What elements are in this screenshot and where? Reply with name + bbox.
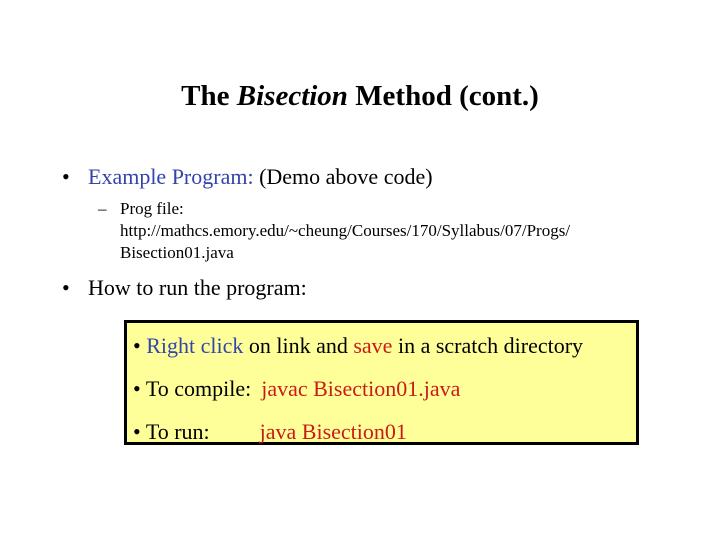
title-part1: The: [181, 80, 237, 112]
compile-label: To compile:: [145, 376, 252, 401]
run-label: To run:: [145, 419, 210, 444]
prog-file-url-line1[interactable]: http://mathcs.emory.edu/~cheung/Courses/170/Syllabus/07/Progs/: [120, 221, 571, 240]
sub-bullet-prog-file: [98, 198, 570, 264]
box-bullet-icon: •: [133, 419, 141, 444]
bullet-how-to-run: [62, 275, 307, 301]
instruction-save-end: in a scratch directory: [392, 333, 584, 358]
prog-file-url-line2[interactable]: Bisection01.java: [120, 243, 234, 262]
compile-command: javac Bisection01.java: [261, 376, 461, 401]
right-click-text: Right click: [146, 333, 244, 358]
bullet-dot-icon: •: [62, 164, 70, 189]
how-to-run-text: How to run the program:: [88, 275, 307, 300]
dash-icon: –: [98, 199, 107, 218]
example-program-label: Example Program:: [88, 164, 254, 189]
instruction-save: [133, 333, 583, 359]
slide-title: [0, 78, 720, 114]
run-command: java Bisection01: [259, 419, 407, 444]
title-part2: Method (cont.): [347, 80, 539, 112]
instruction-run: [133, 419, 407, 445]
prog-file-label: Prog file:: [120, 199, 184, 218]
box-bullet-icon: •: [133, 333, 141, 358]
title-italic: Bisection: [236, 80, 348, 112]
bullet-example-program: [62, 164, 433, 190]
save-text: save: [353, 333, 393, 358]
instruction-compile: [133, 376, 460, 402]
instruction-save-mid: on link and: [243, 333, 354, 358]
example-program-rest: (Demo above code): [253, 164, 433, 189]
instructions-box: [124, 320, 639, 445]
box-bullet-icon: •: [133, 376, 141, 401]
bullet-dot-icon: •: [62, 275, 70, 300]
